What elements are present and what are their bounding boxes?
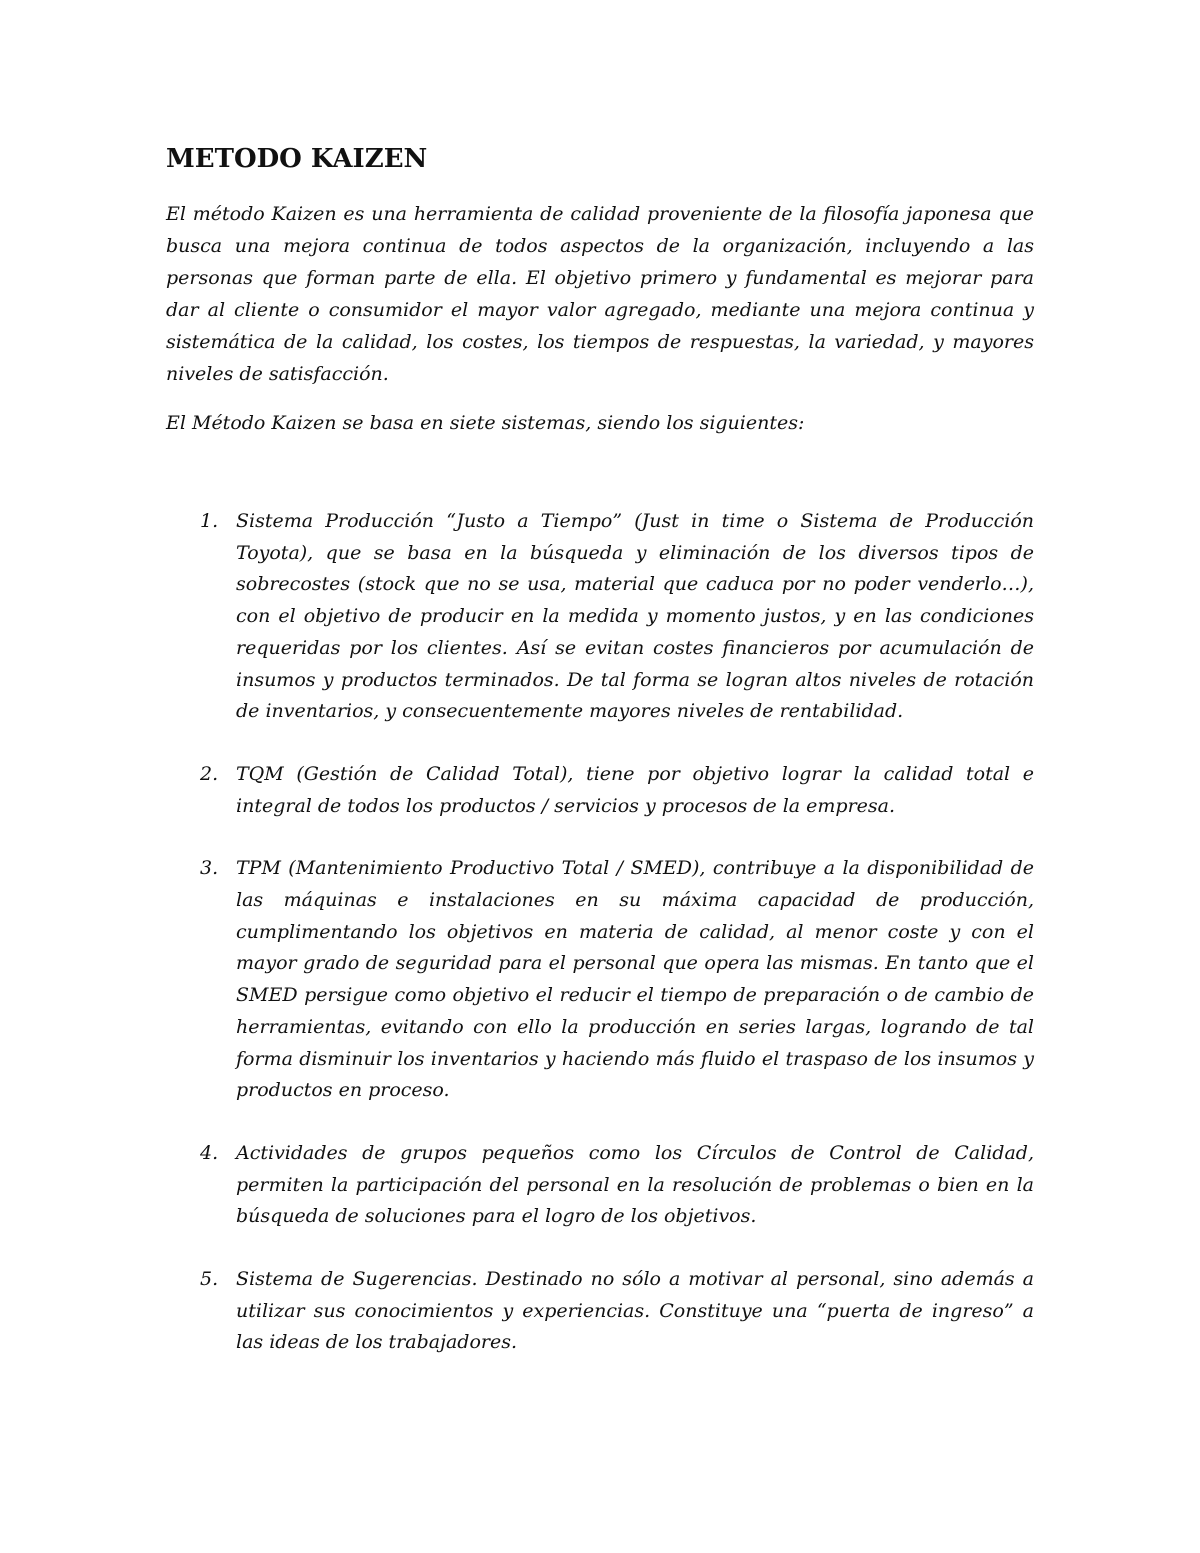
kaizen-systems-list xyxy=(166,506,1034,1359)
list-item xyxy=(166,853,1034,1107)
list-item-number: 1. xyxy=(200,510,219,532)
intro-paragraph: El método Kaizen es una herramienta de calidad proveniente de la filosofía japonesa que busca una mejora continua de todos aspectos de la organización, incluyendo a las personas que forman parte de ella. El objetivo primero y fundamental es mejorar para dar al cliente o consumidor el mayor valor agregado, mediante una mejora continua y sistemática de la calidad, los costes, los tiempos de respuestas, la variedad, y mayores niveles de satisfacción. xyxy=(166,203,1034,385)
list-item xyxy=(166,506,1034,728)
list-item-number: 5. xyxy=(200,1268,219,1291)
document-title: METODO KAIZEN xyxy=(166,144,428,174)
systems-intro-paragraph: El Método Kaizen se basa en siete sistemas, siendo los siguientes: xyxy=(166,412,805,434)
list-item xyxy=(166,1138,1034,1233)
list-item xyxy=(166,1264,1034,1359)
list-item-text: TQM (Gestión de Calidad Total), tiene por objetivo lograr la calidad total e integral de todos los productos / servicios y procesos de la empresa. xyxy=(236,762,1034,817)
document-body xyxy=(166,140,1034,1390)
list-item-text: Actividades de grupos pequeños como los Círculos de Control de Calidad, permiten la participación del personal en la resolución de problemas o bien en la búsqueda de soluciones para el logro de los objetivos. xyxy=(236,1141,1034,1228)
list-item xyxy=(166,759,1034,822)
list-item-text: Sistema Producción “Justo a Tiempo” (Just in time o Sistema de Producción Toyota), que se basa en la búsqueda y eliminación de los diversos tipos de sobrecostes (stock que no se usa, material que caduca por no poder venderlo…), con el objetivo de producir en la medida y momento justos, y en las condiciones requeridas por los clientes. Así se evitan costes financieros por acumulación de insumos y productos terminados. De tal forma se logran altos niveles de rotación de inventarios, y consecuentemente mayores niveles de rentabilidad. xyxy=(236,510,1034,723)
list-item-text: Sistema de Sugerencias. Destinado no sólo a motivar al personal, sino además a utilizar sus conocimientos y experiencias. Constituye una “puerta de ingreso” a las ideas de los trabajadores. xyxy=(236,1268,1034,1354)
list-item-text: TPM (Mantenimiento Productivo Total / SMED), contribuye a la disponibilidad de las máquinas e instalaciones en su máxima capacidad de producción, cumplimentando los objetivos en materia de calidad, al menor coste y con el mayor grado de seguridad para el personal que opera las mismas. En tanto que el SMED persigue como objetivo el reducir el tiempo de preparación o de cambio de herramientas, evitando con ello la producción en series largas, logrando de tal forma disminuir los inventarios y haciendo más fluido el traspaso de los insumos y productos en proceso. xyxy=(236,857,1034,1102)
list-item-number: 3. xyxy=(200,857,219,880)
list-item-number: 4. xyxy=(200,1141,219,1164)
list-item-number: 2. xyxy=(200,762,219,785)
